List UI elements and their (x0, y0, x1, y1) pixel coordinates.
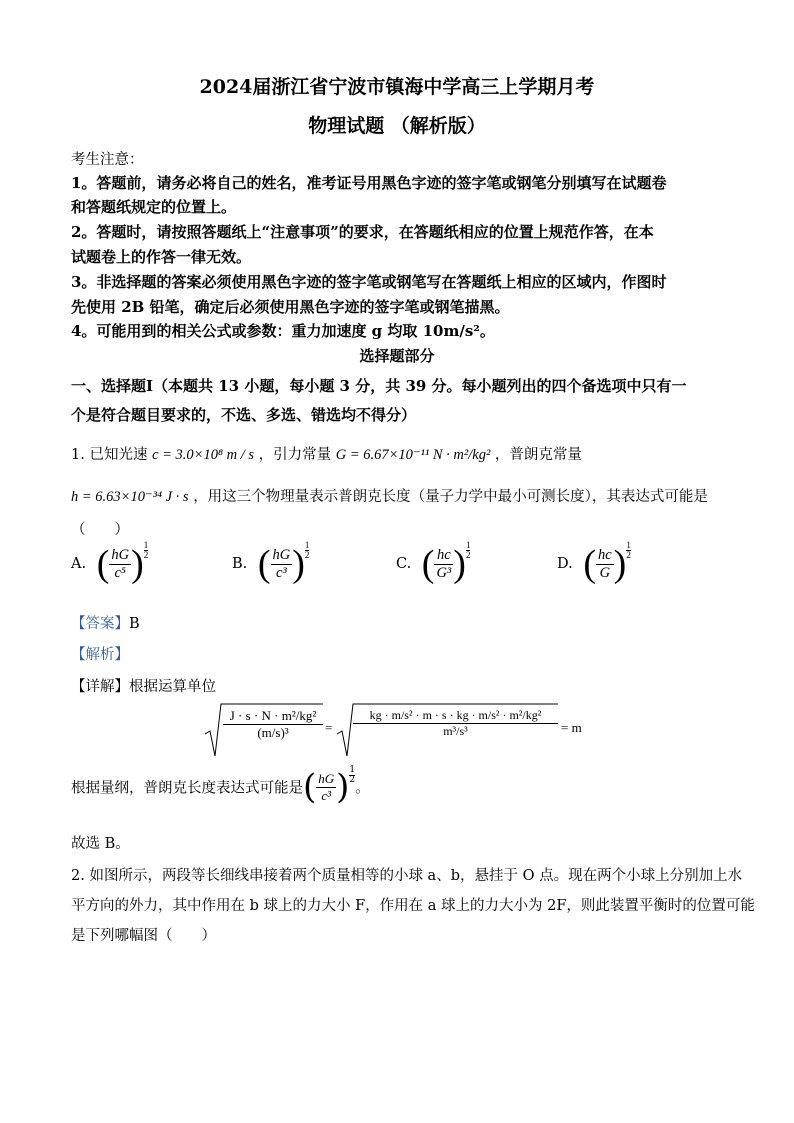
q1-h-expr: h = 6.63×10⁻³⁴ J · s (71, 489, 189, 505)
option-b-num: hG (272, 546, 291, 563)
option-label: D. (557, 556, 573, 572)
notice-item-2b: 试题卷上的作答一律无效。 (71, 248, 252, 266)
option-c-den: G³ (436, 564, 452, 581)
q1-stem-b: ，引力常量 (258, 447, 332, 463)
q1-stem-line2 (71, 485, 708, 506)
conclusion-text: 根据量纲，普朗克长度表达式可能是 (71, 780, 303, 797)
q1-answer (71, 612, 140, 633)
notice-heading: 考生注意： (71, 152, 144, 168)
q1-stem-c: ，普朗克常量 (494, 447, 582, 463)
eq-left-den: (m/s)³ (257, 725, 289, 740)
q2-line2: 平方向的外力，其中作用在 b 球上的力大小 F，作用在 a 球上的力大小为 2F，则此装置平衡时的位置可能 (71, 898, 755, 914)
notice-item-3a: 3。非选择题的答案必须使用黑色字迹的签字笔或钢笔写在答题纸上相应的区域内，作图时 (71, 273, 667, 291)
q1-analysis-tag: 【解析】 (71, 647, 129, 663)
section-instruction-line1: 一、选择题Ⅰ（本题共 13 小题，每小题 3 分，共 39 分。每小题列出的四个备选项中只有一 (71, 377, 687, 395)
q1-detail (71, 675, 216, 696)
q1-option-d: D. ( $\frac{hc}{G}$ ) $\frac{1}{2}$ (557, 540, 631, 585)
section-instruction-line2: 个是符合题目要求的，不选、多选、错选均不得分） (71, 406, 417, 424)
detail-tag: 【详解】 (71, 679, 129, 695)
q1-option-a: A. ( $\frac{hG}{\text{c⁵}}$ ) $\frac{1}{2}$ (71, 540, 149, 585)
paper-title-line2: 物理试题 （解析版） (308, 115, 486, 137)
notice-item-1a: 1。答题前，请务必将自己的姓名，准考证号用黑色字迹的签字笔或钢笔分别填写在试题卷 (71, 174, 667, 192)
notice-item-3b: 先使用 2B 铅笔，确定后必须使用黑色字迹的签字笔或钢笔描黑。 (71, 298, 510, 316)
q1-stem-line1 (71, 443, 582, 464)
notice-item-1b: 和答题纸规定的位置上。 (71, 198, 237, 216)
q1-option-c: C. ( $\frac{hc}{\text{G³}}$ ) $\frac{1}{2}$ (396, 540, 471, 585)
option-b-den: c³ (276, 564, 287, 581)
option-c-num: hc (434, 547, 453, 565)
option-a-den: c⁵ (114, 564, 126, 581)
answer-value: B (129, 616, 140, 632)
eq-left-fraction (223, 708, 323, 741)
option-d-den: G (599, 564, 611, 581)
q1-stem-d: ，用这三个物理量表示普朗克长度（量子力学中最小可测长度），其表达式可能是 (193, 489, 708, 505)
conclusion-den: c³ (321, 787, 332, 803)
q2-line3: 是下列哪幅图（ ） (71, 928, 216, 944)
section-part-title: 选择题部分 (359, 347, 435, 365)
eq-result: = m (561, 720, 582, 735)
q2-line1: 2. 如图所示，两段等长细线串接着两个质量相等的小球 a、b，悬挂于 O 点。现在两个小球上分别加上水 (71, 868, 743, 884)
notice-item-4: 4。可能用到的相关公式或参数：重力加速度 g 均取 10m/s²。 (71, 322, 495, 340)
detail-text: 根据运算单位 (129, 679, 216, 695)
paper-title-line1: 2024届浙江省宁波市镇海中学高三上学期月考 (199, 76, 595, 98)
eq-mid-num: kg · m/s² · m · s · kg · m/s² · m²/kg² (353, 708, 558, 724)
notice-item-2a: 2。答题时，请按照答题纸上“注意事项”的要求，在答题纸相应的位置上规范作答，在本 (71, 223, 654, 241)
option-label: B. (232, 556, 248, 572)
eq-left-num: J · s · N · m²/kg² (223, 708, 323, 725)
q1-conclusion: 根据量纲，普朗克长度表达式可能是( $\frac{hG}{\text{c³}}$ ) $\frac{1}{2}$ 。 (71, 765, 370, 807)
q1-choose: 故选 B。 (71, 836, 130, 852)
eq-equals: = (325, 720, 333, 735)
option-label: A. (71, 556, 87, 572)
q1-blank: （ ） (71, 522, 129, 538)
option-d-num: hc (597, 546, 612, 563)
q1-g-expr: G = 6.67×10⁻¹¹ N · m²/kg² (335, 447, 491, 463)
q1-c-expr: c = 3.0×10⁸ m / s (152, 447, 255, 463)
eq-mid-fraction (353, 708, 558, 739)
eq-mid-den: m³/s³ (443, 724, 468, 738)
q1-option-b: B. ( $\frac{hG}{\text{c³}}$ ) $\frac{1}{2}$ (232, 540, 310, 585)
q1-stem-a: 1. 已知光速 (71, 447, 148, 463)
option-label: C. (396, 556, 412, 572)
conclusion-num: hG (318, 770, 335, 786)
option-a-num: hG (111, 546, 130, 563)
answer-tag: 【答案】 (71, 616, 129, 632)
